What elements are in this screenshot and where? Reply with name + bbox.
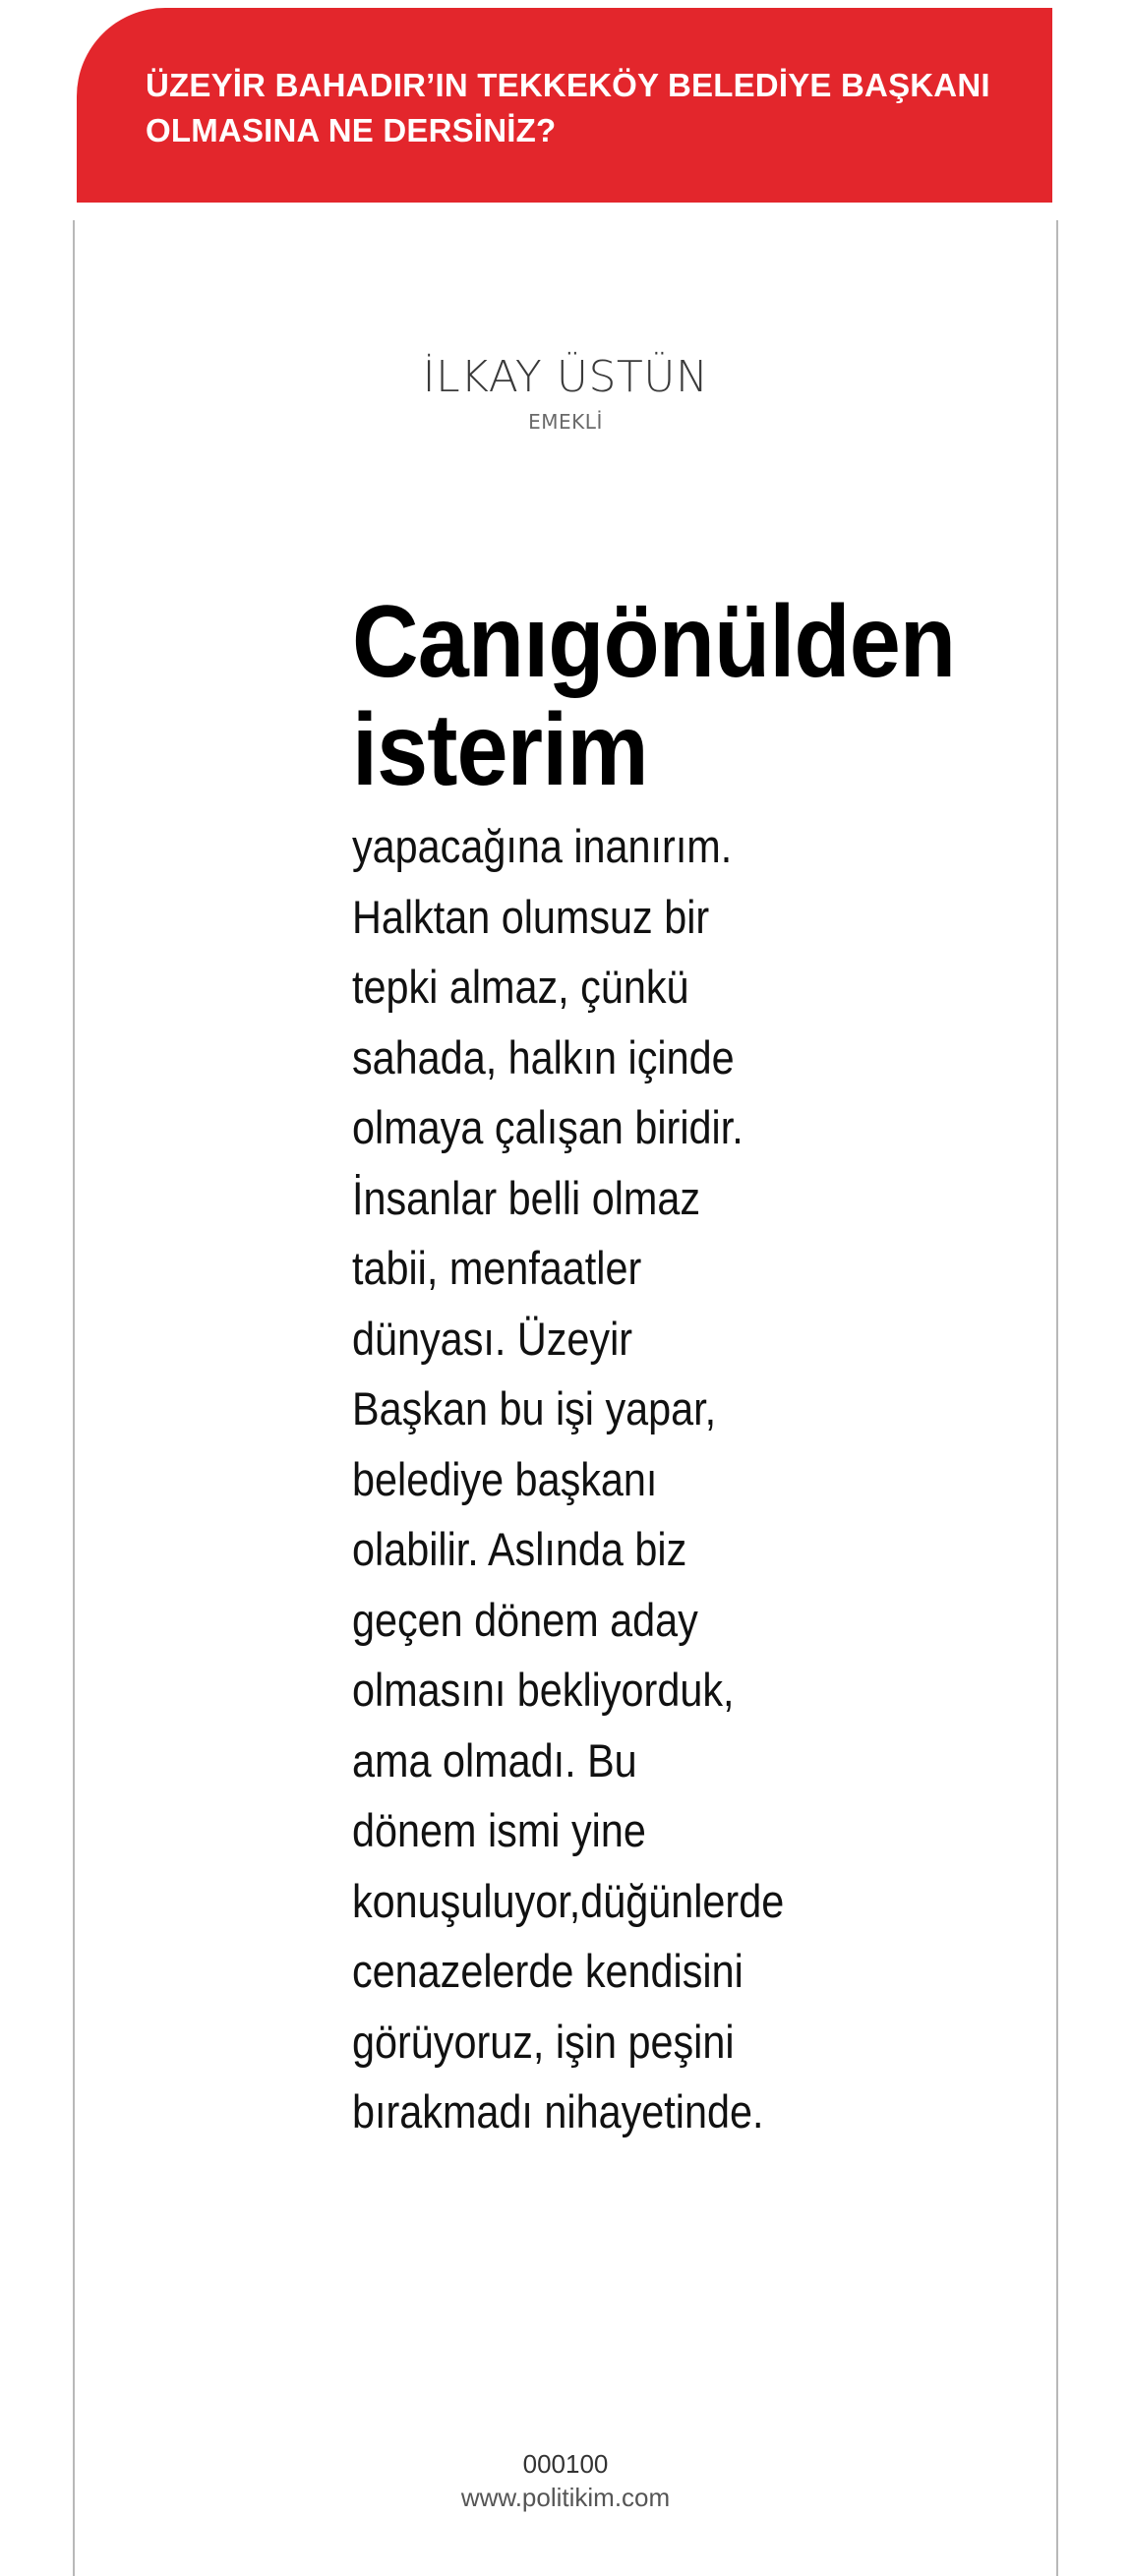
body-line: dönem ismi yine bbox=[352, 1804, 646, 1856]
person-role: EMEKLİ bbox=[528, 410, 603, 434]
body-line: cenazelerde kendisini bbox=[352, 1945, 744, 1997]
body-line: konuşuluyor,düğünlerde bbox=[352, 1874, 785, 1927]
article-body bbox=[352, 811, 803, 2147]
body-line: tepki almaz, çünkü bbox=[352, 961, 689, 1013]
body-line: bırakmadı nihayetinde. bbox=[352, 2085, 764, 2137]
frame-line-left bbox=[73, 220, 75, 2576]
body-line: olabilir. Aslında biz bbox=[352, 1523, 687, 1575]
body-line: Başkan bu işi yapar, bbox=[352, 1382, 717, 1434]
body-line: belediye başkanı bbox=[352, 1452, 658, 1505]
header-title-line-2: OLMASINA NE DERSİNİZ? bbox=[146, 112, 557, 148]
body-line: tabii, menfaatler bbox=[352, 1242, 642, 1294]
header-banner bbox=[77, 8, 1052, 203]
header-title-line-1: ÜZEYİR BAHADIR’IN TEKKEKÖY BELEDİYE BAŞKANI bbox=[146, 67, 990, 103]
body-line: olmaya çalışan biridir. bbox=[352, 1101, 744, 1153]
body-line: görüyoruz, işin peşini bbox=[352, 2015, 735, 2068]
footer-website: www.politikim.com bbox=[460, 2483, 671, 2512]
person-name: İLKAY ÜSTÜN bbox=[422, 352, 709, 402]
headline-line-2: isterim bbox=[352, 693, 648, 807]
frame-line-right bbox=[1056, 220, 1058, 2576]
headline-line-1: Canıgönülden bbox=[352, 585, 956, 699]
footer-number: 000100 bbox=[522, 2449, 609, 2479]
body-line: geçen dönem aday bbox=[352, 1593, 698, 1646]
body-line: dünyası. Üzeyir bbox=[352, 1312, 633, 1365]
body-line: İnsanlar belli olmaz bbox=[352, 1171, 701, 1224]
article-headline bbox=[352, 585, 972, 807]
header-title bbox=[146, 63, 1013, 153]
body-line: sahada, halkın içinde bbox=[352, 1030, 735, 1083]
body-line: ama olmadı. Bu bbox=[352, 1733, 637, 1786]
body-line: olmasını bekliyorduk, bbox=[352, 1664, 735, 1716]
body-line: yapacağına inanırım. bbox=[352, 820, 733, 872]
body-line: Halktan olumsuz bir bbox=[352, 890, 710, 943]
